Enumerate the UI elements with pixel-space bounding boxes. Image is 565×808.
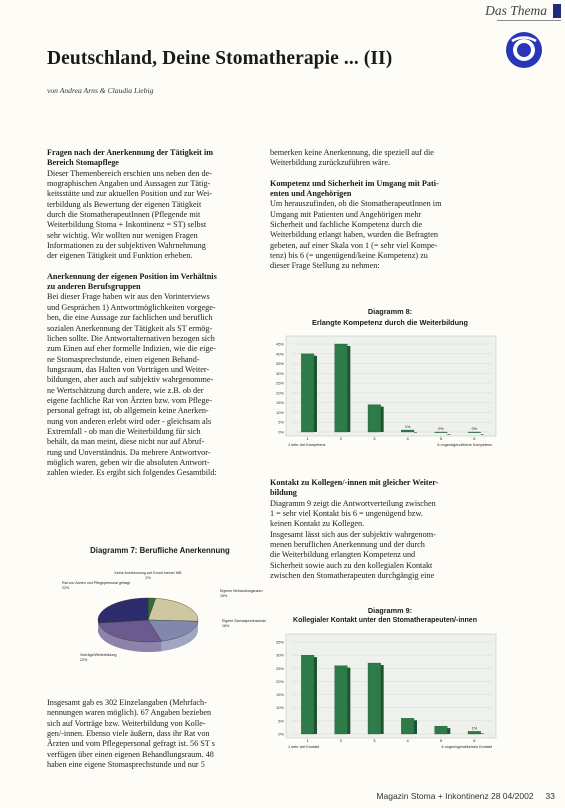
body-text-line: und Gesprächen 1) Antwortmöglichkeiten vorgege- — [47, 302, 216, 312]
body-text-line: dieser Frage Stellung zu nehmen: — [270, 261, 380, 271]
left-caption: 1 sehr viel Kompetenz — [288, 443, 326, 447]
y-tick-label: 10% — [275, 409, 284, 415]
bar — [435, 726, 448, 734]
body-text-line: Umgang mit Patienten und Angehörigen mehr — [270, 209, 422, 219]
section-heading-line: Anerkennung der eigenen Position im Verhältnis — [47, 271, 217, 281]
bar — [335, 666, 348, 734]
body-text-line: der eigenen Tätigkeit und Funktion erheben. — [47, 251, 193, 261]
y-tick-label: 35% — [275, 639, 284, 645]
section-marker — [553, 4, 561, 18]
column-left-bottom — [47, 698, 272, 770]
y-tick-label: 10% — [275, 705, 284, 711]
y-tick-label: 40% — [275, 351, 284, 357]
section-heading-line: Kontakt zu Kollegen/-innen mit gleicher Weiter- — [270, 478, 439, 487]
body-text-line: 1 = sehr viel Kontakt bis 6 = ungenügend bzw. — [270, 509, 423, 519]
x-tick-label: 2 — [339, 436, 343, 441]
pie-label: Eigener Behandlungsraum — [220, 589, 263, 593]
y-tick-label: 0% — [278, 731, 284, 737]
section-heading-line: Kompetenz und Sicherheit im Umgang mit Pati- — [270, 178, 439, 188]
body-text-line: Sicherheit sowie auch zu den kollegialen Kontakt — [270, 560, 433, 570]
body-text-line: rung und Unverständnis. Da mehrere Antwortvor- — [47, 447, 211, 457]
diagram8-subtitle: Erlangte Kompetenz durch die Weiterbildung — [312, 318, 468, 327]
diagram9-bar-chart — [268, 628, 518, 758]
pie-value-label: 2% — [145, 576, 151, 580]
bar — [301, 655, 314, 734]
body-text-line: ne Stomasprechstunde, einen eigenen Behand- — [47, 354, 200, 364]
body-text-line: möglich waren, geben wir die absoluten Antwort- — [47, 457, 210, 467]
bar-value-label: 1% — [471, 726, 478, 731]
column-right-middle — [270, 478, 500, 581]
y-tick-label: 25% — [275, 665, 284, 671]
body-text-line: behält, da man meint, diese nicht nur auf Abruf- — [47, 437, 205, 447]
y-tick-label: 30% — [275, 370, 284, 376]
right-caption: 6 ungenügend/keine Kompetenz — [437, 443, 492, 447]
body-text-line: durch die StomatherapeutInnen (Pflegende mit — [47, 210, 201, 220]
bar — [401, 718, 414, 734]
pie-label: Keine Anerkennung auf Grund meiner WB — [114, 571, 182, 575]
pie-label: Eigene Stomasprechstunde — [222, 619, 267, 623]
body-text-line: zum Einen auf eher formelle Indizien, wie die eige- — [47, 344, 216, 354]
x-tick-label: 3 — [373, 436, 376, 441]
section-heading-line: bildung — [270, 488, 297, 498]
chart-plot-area — [286, 634, 496, 738]
x-tick-label: 6 — [473, 738, 476, 743]
y-tick-label: 25% — [275, 380, 284, 386]
bar — [468, 731, 481, 734]
bar-shadow — [481, 434, 484, 435]
pie-value-label: 19% — [220, 594, 228, 598]
column-right — [270, 148, 500, 272]
bar-shadow — [381, 407, 384, 432]
right-caption: 6 ungenügend/keinen Kontakt — [441, 745, 492, 749]
diagram7-title: Diagramm 7: Berufliche Anerkennung — [90, 546, 230, 555]
y-tick-label: 5% — [278, 718, 284, 724]
body-text-line: nennungen waren möglich). 67 Angaben bezieben — [47, 708, 212, 718]
bar-shadow — [381, 665, 384, 734]
diagram9-subtitle: Kollegialer Kontakt unter den Stomatherapeuten/-innen — [293, 617, 477, 624]
body-text-line: Ärzten und vom Pflegepersonal gefragt ist. 56 ST s — [47, 739, 215, 749]
footer-magazine: Magazin Stoma + Inkontinenz 28 04/2002 — [376, 791, 534, 801]
body-text-line: lungsraum, das Halten von Vorträgen und Weiter- — [47, 364, 210, 374]
bar-shadow — [414, 432, 417, 433]
y-tick-label: 35% — [275, 361, 284, 367]
body-text-line: Weiterbildung erlangt haben, wurden die Befragten — [270, 230, 439, 240]
bar-shadow — [414, 720, 417, 734]
body-text-line: verfügen über einen eigenen Behandlungsraum. 48 — [47, 749, 214, 759]
header-rule — [497, 20, 561, 21]
bar — [335, 344, 348, 432]
bar — [301, 354, 314, 432]
section-heading-line: Fragen nach der Anerkennung der Tätigkeit im — [47, 148, 214, 157]
bar — [468, 432, 481, 433]
bar-value-label: 0% — [438, 427, 444, 431]
column-left — [47, 148, 272, 479]
body-text-line: Weiterbildung Stoma + Inkontinenz = ST) selbst — [47, 220, 207, 230]
page-title: Deutschland, Deine Stomatherapie ... (II) — [47, 48, 393, 69]
body-text-line: lichen sollte. Die Antwortalternativen bezogen sich — [47, 333, 215, 343]
body-text-line: bemerken keine Anerkennung, die speziell auf die — [270, 148, 434, 157]
body-text-line: Insgesamt lässt sich aus der subjektiv wahrgenom- — [270, 529, 436, 539]
magazine-logo-icon — [504, 30, 544, 70]
x-tick-label: 1 — [306, 738, 309, 743]
body-text-line: ben, die eine Aussage zur fachlichen und beruflich — [47, 313, 213, 323]
pie-slice — [148, 598, 198, 621]
body-text-line: sozialen Anerkennung der Tätigkeit als ST ermög- — [47, 323, 213, 333]
bar — [435, 432, 448, 433]
pie-slice — [98, 598, 148, 623]
pie-value-label: 16% — [222, 624, 230, 628]
body-text-line: nung von anderen erlebt wird oder - gleichsam als — [47, 416, 212, 426]
body-text-line: Dieser Themenbereich erschien uns neben den de- — [47, 168, 212, 178]
y-tick-label: 15% — [275, 692, 284, 698]
authors: von Andrea Arns & Claudia Liebig — [47, 86, 154, 95]
bar-shadow — [447, 728, 450, 734]
x-tick-label: 5 — [439, 436, 443, 441]
footer-page-number: 33 — [545, 791, 555, 801]
body-text-line: keinen Kontakt zu Kollegen. — [270, 519, 365, 529]
y-tick-label: 30% — [275, 652, 284, 658]
pie-value-label: 22% — [62, 586, 70, 590]
bar — [368, 663, 381, 734]
body-text-line: Bei dieser Frage haben wir aus den Vorinterviews — [47, 292, 210, 302]
section-heading-line: Bereich Stomapflege — [47, 158, 119, 168]
y-tick-label: 20% — [275, 390, 284, 396]
body-text-line: tenz) bis 6 (= ungenügend/keine Kompetenz) zu — [270, 251, 428, 261]
section-heading-line: zu anderen Berufsgruppen — [47, 282, 141, 292]
chart-plot-area — [286, 336, 496, 436]
body-text-line: sich auf Vorträge bzw. Weiterbildung von Kolle- — [47, 718, 206, 728]
bar-shadow — [347, 668, 350, 734]
body-text-line: keitsstätte und zur aktuellen Position und zur Wei- — [47, 189, 212, 199]
x-tick-label: 2 — [339, 738, 343, 743]
body-text-line: bildungen, aber auch auf subjektiv wahrgenomme- — [47, 375, 214, 385]
page-footer — [376, 791, 555, 801]
body-text-line: Weiterbildung zurückzuführen wäre. — [270, 158, 391, 168]
y-tick-label: 45% — [275, 341, 284, 347]
bar-value-label: 1% — [404, 425, 411, 430]
bar — [401, 430, 414, 432]
x-tick-label: 6 — [473, 436, 476, 441]
bar-shadow — [447, 434, 450, 435]
diagram7-pie-chart — [40, 570, 270, 680]
diagram8-title: Diagramm 8: — [367, 307, 413, 316]
body-text-line: haben eine eigene Stomasprechstunde und nur 5 — [47, 760, 205, 770]
body-text-line: die Weiterbildung erlangten Kompetenz und — [270, 550, 416, 560]
body-text-line: Sicherheit und fachliche Kompetenz durch die — [270, 220, 423, 230]
x-tick-label: 4 — [406, 738, 409, 743]
y-tick-label: 20% — [275, 678, 284, 684]
body-text-line: gen/-innen. Ebenso viele äußern, dass ihr Rat von — [47, 729, 210, 739]
section-heading-line: enten und Angehörigen — [270, 189, 352, 199]
body-text-line: mographischen Angaben und Aussagen zur Tätig- — [47, 179, 211, 189]
body-text-line: sehr wichtig. Wir wollten nur wenigen Fragen — [47, 230, 198, 240]
bar — [368, 405, 381, 432]
bar-shadow — [347, 346, 350, 432]
pie-value-label: 22% — [80, 658, 88, 662]
body-text-line: personal gefragt ist, ob allgemein keine Anerken- — [47, 406, 209, 416]
body-text-line: Informationen zu der subjektiven Wahrnehmung — [47, 241, 206, 251]
x-tick-label: 3 — [373, 738, 376, 743]
diagram9-title: Diagramm 9: — [367, 606, 413, 615]
diagram8-bar-chart — [268, 332, 518, 454]
body-text-line: ne Wertschätzung durch andere, wie z.B. ob der — [47, 385, 204, 395]
body-text-line: zwischen den Stomatherapeuten durchgängig eine — [270, 571, 435, 581]
body-text-line: menen beruflichen Anerkennung und der durch — [270, 540, 425, 550]
left-caption: 1 sehr viel Kontakt — [288, 745, 320, 749]
bar-shadow — [314, 356, 317, 432]
body-text-line: Insgesamt gab es 302 Einzelangaben (Mehrfach- — [47, 698, 207, 707]
y-tick-label: 0% — [278, 429, 284, 435]
body-text-line: Extremfall - ob man die Weiterbildung für sich — [47, 426, 201, 436]
x-tick-label: 1 — [306, 436, 309, 441]
body-text-line: terbildung als Bewertung der eigenen Tätigkeit — [47, 199, 202, 209]
x-tick-label: 4 — [406, 436, 409, 441]
bar-value-label: 0% — [471, 427, 478, 431]
body-text-line: eigene fachliche Rat von Ärzten bzw. vom Pflege- — [47, 395, 212, 405]
body-text-line: gebeten, auf einer Skala von 1 (= sehr viel Kompe- — [270, 240, 438, 250]
y-tick-label: 5% — [278, 419, 284, 425]
bar-shadow — [481, 733, 484, 734]
x-tick-label: 5 — [439, 738, 443, 743]
pie-label: Vorträge/Weiterbildung — [80, 653, 117, 657]
body-text-line: Diagramm 9 zeigt die Antwortverteilung zwischen — [270, 498, 436, 508]
body-text-line: Um herauszufinden, ob die StomatherapeutInnen im — [270, 199, 442, 209]
bar-shadow — [314, 657, 317, 734]
body-text-line: zahlen wieder. Es ergibt sich folgendes Gesamtbild: — [47, 468, 217, 478]
pie-label: Rat von Ärzten und Pflegepersonal gefragt — [62, 581, 130, 585]
section-header: Das Thema — [485, 3, 547, 18]
y-tick-label: 15% — [275, 400, 284, 406]
